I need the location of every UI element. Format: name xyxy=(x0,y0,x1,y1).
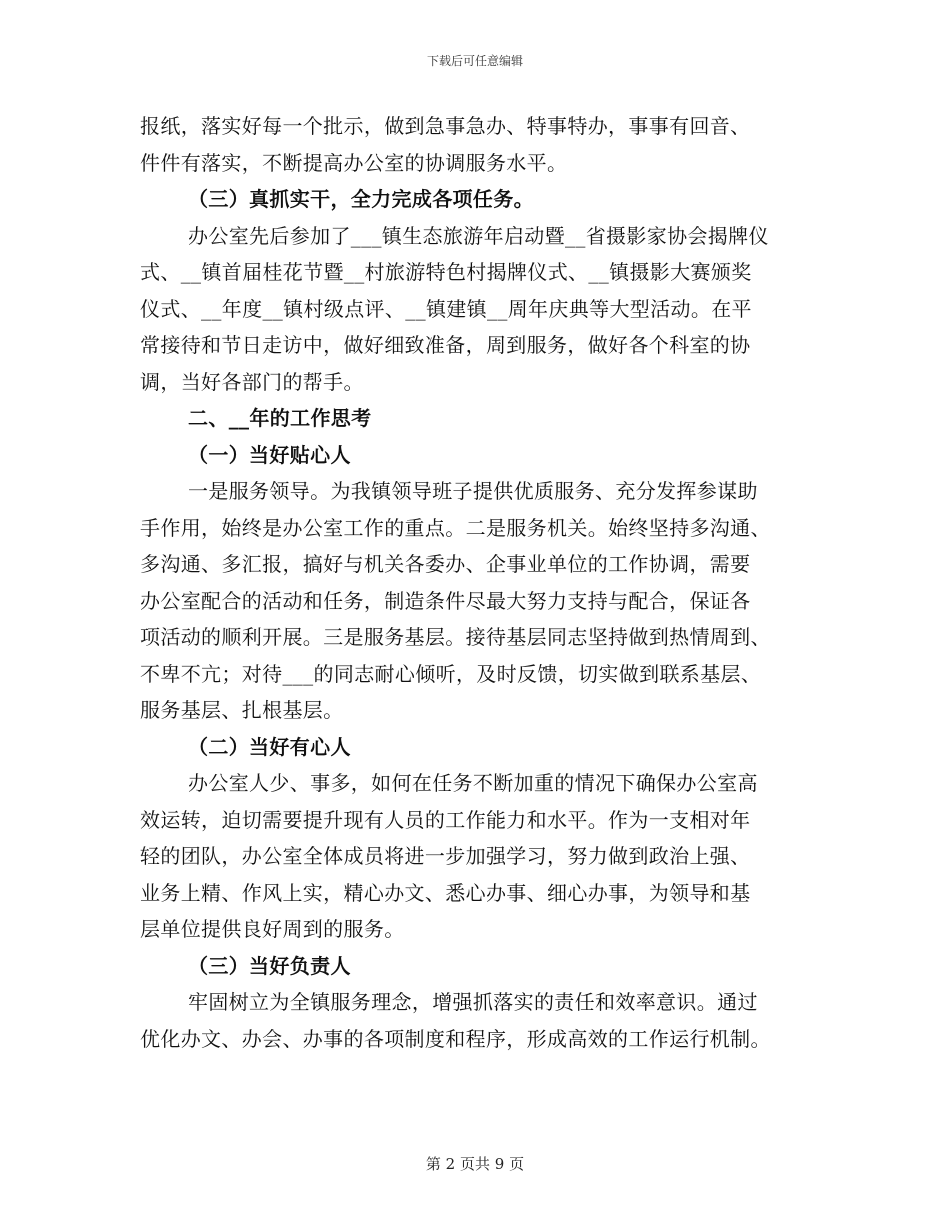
paragraph-line: 件件有落实，不断提高办公室的协调服务水平。 xyxy=(140,150,568,175)
paragraph-line: 项活动的顺利开展。三是服务基层。接待基层同志坚持做到热情周到、 xyxy=(140,625,771,649)
paragraph-line: 优化办文、办会、办事的各项制度和程序，形成高效的工作运行机制。 xyxy=(140,1026,771,1051)
paragraph-line: 服务基层、扎根基层。 xyxy=(140,698,344,722)
page-footer: 第 2 页共 9 页 xyxy=(425,1155,525,1173)
paragraph-line: 效运转，迫切需要提升现有人员的工作能力和水平。作为一支相对年 xyxy=(140,807,751,832)
paragraph-line: 层单位提供良好周到的服务。 xyxy=(140,917,405,941)
paragraph-line: 牢固树立为全镇服务理念，增强抓落实的责任和效率意识。通过 xyxy=(188,990,758,1014)
paragraph-line: 常接待和节日走访中，做好细致准备，周到服务，做好各个科室的协 xyxy=(140,333,751,357)
paragraph-line: 式、__镇首届桂花节暨__村旅游特色村揭牌仪式、__镇摄影大赛颁奖 xyxy=(140,260,752,284)
section-heading: 二、__年的工作思考 xyxy=(188,406,372,430)
paragraph-line: 一是服务领导。为我镇领导班子提供优质服务、充分发挥参谋助 xyxy=(188,479,758,503)
section-heading: （二）当好有心人 xyxy=(188,734,351,759)
paragraph-line: 仪式、__年度__镇村级点评、__镇建镇__周年庆典等大型活动。在平 xyxy=(140,296,752,321)
paragraph-line: 办公室人少、事多，如何在任务不断加重的情况下确保办公室高 xyxy=(188,771,758,795)
section-heading: （三）真抓实干，全力完成各项任务。 xyxy=(188,187,534,211)
paragraph-line: 手作用，始终是办公室工作的重点。二是服务机关。始终坚持多沟通、 xyxy=(140,515,771,540)
page-header: 下载后可任意编辑 xyxy=(426,54,523,68)
paragraph-line: 业务上精、作风上实，精心办文、悉心办事、细心办事，为领导和基 xyxy=(140,880,751,905)
paragraph-line: 办公室配合的活动和任务，制造条件尽最大努力支持与配合，保证各 xyxy=(140,588,751,613)
paragraph-line: 调，当好各部门的帮手。 xyxy=(140,369,364,394)
section-heading: （三）当好负责人 xyxy=(188,953,351,978)
paragraph-line: 多沟通、多汇报，搞好与机关各委办、企事业单位的工作协调，需要 xyxy=(140,552,751,576)
paragraph-line: 轻的团队，办公室全体成员将进一步加强学习，努力做到政治上强、 xyxy=(140,844,751,868)
paragraph-line: 报纸，落实好每一个批示，做到急事急办、特事特办，事事有回音、 xyxy=(140,114,751,138)
section-heading: （一）当好贴心人 xyxy=(188,442,351,467)
paragraph-line: 办公室先后参加了___镇生态旅游年启动暨__省摄影家协会揭牌仪 xyxy=(188,223,769,248)
paragraph-line: 不卑不亢；对待___的同志耐心倾听，及时反馈，切实做到联系基层、 xyxy=(140,661,762,686)
